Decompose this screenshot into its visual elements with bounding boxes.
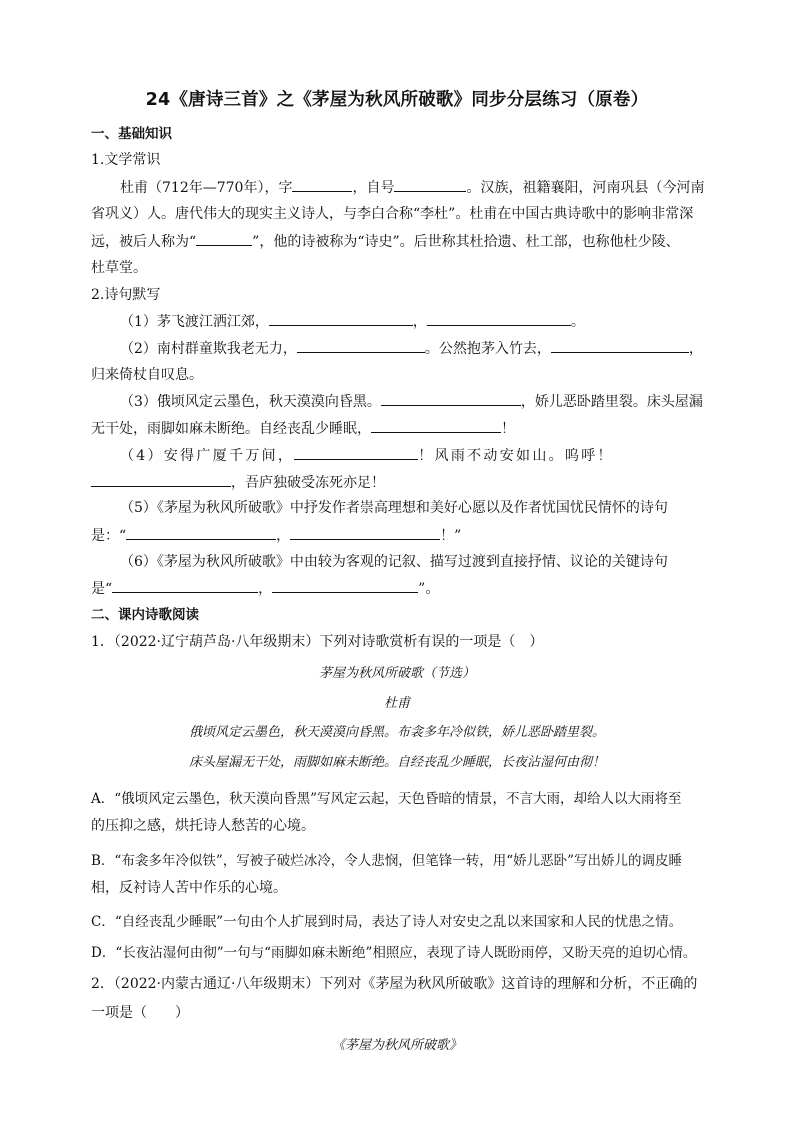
poem-author: 杜甫 xyxy=(383,696,410,711)
blank-line[interactable] xyxy=(112,578,258,593)
text-span: ， xyxy=(412,314,427,330)
section-heading-basics: 一、基础知识 xyxy=(91,126,172,142)
paragraph-line: 杜草堂。 xyxy=(91,260,147,276)
poem-title-2: 《茅屋为秋风所破歌》 xyxy=(331,1038,462,1053)
recite-item-2-cont: 归来倚杖自叹息。 xyxy=(91,367,203,383)
poem-title: 茅屋为秋风所破歌（节选） xyxy=(318,666,475,681)
blank-line[interactable] xyxy=(126,525,276,540)
text-span: ！” xyxy=(440,528,462,544)
paragraph-line xyxy=(120,177,703,198)
paragraph-line xyxy=(91,231,703,252)
text-span: ，自号 xyxy=(352,180,395,196)
blank-line[interactable] xyxy=(292,177,352,192)
text-span: （4）安得广厦千万间， xyxy=(120,448,295,464)
question-2-stem-cont: 一项是（ ） xyxy=(91,1005,189,1021)
blank-line[interactable] xyxy=(294,445,418,460)
blank-line[interactable] xyxy=(427,311,571,326)
paragraph-line: 省巩义）人。唐代伟大的现实主义诗人，与李白合称“李杜”。杜甫在中国古典诗歌中的影响非常深 xyxy=(91,206,694,222)
blank-line[interactable] xyxy=(269,311,413,326)
text-span: ！ xyxy=(501,421,515,437)
blank-line[interactable] xyxy=(394,177,466,192)
option-d[interactable]: D．“长夜沾湿何由彻”一句与“雨脚如麻未断绝”相照应，表现了诗人既盼雨停，又盼天亮的迫切心情。 xyxy=(91,945,697,961)
text-span: ， xyxy=(688,341,703,357)
document-title: 24《唐诗三首》之《茅屋为秋风所破歌》同步分层练习（原卷） xyxy=(145,90,649,110)
blank-line[interactable] xyxy=(551,338,689,353)
recite-item-5-cont xyxy=(91,525,703,546)
text-span: 无干处，雨脚如麻未断绝。自经丧乱少睡眠， xyxy=(91,421,371,437)
text-span: ”，他的诗被称为“诗史”。后世称其杜拾遗、杜工部，也称他杜少陵、 xyxy=(252,234,680,250)
blank-line[interactable] xyxy=(297,338,425,353)
text-span: 杜甫（712年—770年），字 xyxy=(120,180,293,196)
text-span: 。 xyxy=(570,314,585,330)
recite-item-2 xyxy=(120,338,703,359)
blank-line[interactable] xyxy=(272,578,418,593)
text-span: ”。 xyxy=(418,581,440,597)
recite-item-4-cont xyxy=(91,472,703,493)
recite-item-6: （6）《茅屋为秋风所破歌》中由较为客观的记叙、描写过渡到直接抒情、议论的关键诗句 xyxy=(120,554,668,570)
text-span: ！风雨不动安如山。呜呼！ xyxy=(418,448,614,464)
text-span: （3）俄顷风定云墨色，秋天漠漠向昏黑。 xyxy=(120,394,381,410)
poem-line-2: 床头屋漏无干处，雨脚如麻未断绝。自经丧乱少睡眠，长夜沾湿何由彻！ xyxy=(188,755,605,770)
text-span: （2）南村群童欺我老无力， xyxy=(120,341,297,357)
text-span: ，娇儿恶卧踏里裂。床头屋漏 xyxy=(520,394,703,410)
recite-item-3-cont xyxy=(91,418,703,439)
blank-line[interactable] xyxy=(381,391,521,406)
question-2-stem: 2．（2022·内蒙古通辽·八年级期末）下列对《茅屋为秋风所破歌》这首诗的理解和分析，不正确的 xyxy=(91,976,698,992)
text-span: ， xyxy=(258,581,273,597)
question-label-recite: 2.诗句默写 xyxy=(91,287,161,303)
poem-line-1: 俄顷风定云墨色，秋天漠漠向昏黑。布衾多年冷似铁，娇儿恶卧踏里裂。 xyxy=(188,725,605,740)
text-span: 。公然抱茅入竹去， xyxy=(424,341,551,357)
recite-item-6-cont xyxy=(91,578,703,599)
blank-line[interactable] xyxy=(371,418,501,433)
blank-line[interactable] xyxy=(91,472,231,487)
text-span: ， xyxy=(276,528,291,544)
recite-item-1 xyxy=(120,311,703,332)
text-span: 远，被后人称为“ xyxy=(91,234,197,250)
blank-line[interactable] xyxy=(290,525,440,540)
option-c[interactable]: C．“自经丧乱少睡眠”一句由个人扩展到时局，表达了诗人对安史之乱以来国家和人民的忧患之情。 xyxy=(91,914,683,930)
option-a[interactable]: A．“俄顷风定云墨色，秋天漠向昏黑”写风定云起，天色昏暗的情景，不言大雨，却给人以大雨将至 xyxy=(91,791,682,807)
text-span: 是“ xyxy=(91,581,113,597)
text-span: 是：“ xyxy=(91,528,127,544)
recite-item-4 xyxy=(120,445,703,466)
text-span: ，吾庐独破受冻死亦足！ xyxy=(231,475,385,491)
question-1-stem: 1．（2022·辽宁葫芦岛·八年级期末）下列对诗歌赏析有误的一项是（ ） xyxy=(91,634,544,650)
section-heading-reading: 二、课内诗歌阅读 xyxy=(91,607,199,623)
question-label-literary: 1.文学常识 xyxy=(91,152,161,168)
option-a-cont: 的压抑之感，烘托诗人愁苦的心境。 xyxy=(91,818,315,834)
text-span: （1）茅飞渡江洒江郊， xyxy=(120,314,269,330)
option-b[interactable]: B．“布衾多年冷似铁”，写被子破烂冰冷，令人悲悯，但笔锋一转，用“娇儿恶卧”写出娇儿的调皮睡 xyxy=(91,853,683,869)
blank-line[interactable] xyxy=(196,231,252,246)
recite-item-3 xyxy=(120,391,703,412)
option-b-cont: 相，反衬诗人苦中作乐的心境。 xyxy=(91,880,287,896)
text-span: 。汉族，祖籍襄阳，河南巩县（今河南 xyxy=(466,180,705,196)
recite-item-5: （5）《茅屋为秋风所破歌》中抒发作者崇高理想和美好心愿以及作者忧国忧民情怀的诗句 xyxy=(120,500,668,516)
